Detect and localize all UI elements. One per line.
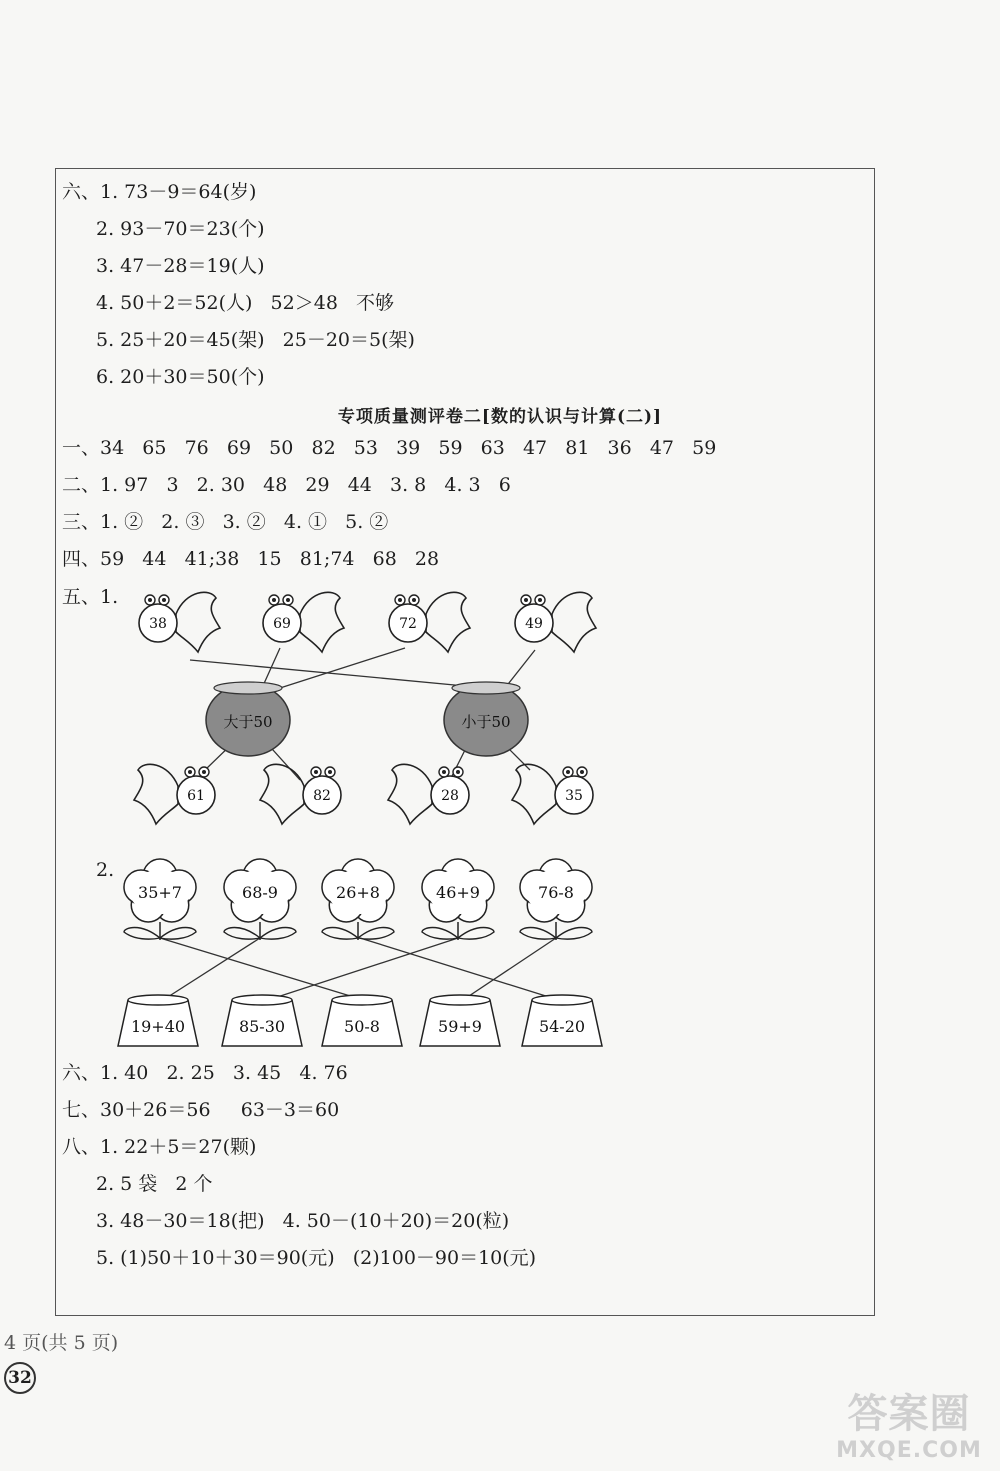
answer-line: 3. 47－28＝19(人) bbox=[96, 255, 265, 277]
pot-expression: 85-30 bbox=[238, 1017, 286, 1036]
bowl-label: 小于50 bbox=[461, 713, 511, 731]
fish-number: 72 bbox=[399, 616, 417, 632]
answer-line: 一、34 65 76 69 50 82 53 39 59 63 47 81 36 47 59 bbox=[62, 437, 717, 459]
page-number-badge: 32 bbox=[4, 1362, 36, 1394]
fish-number: 35 bbox=[565, 788, 583, 804]
pot-expression: 54-20 bbox=[538, 1017, 586, 1036]
fish-number: 28 bbox=[441, 788, 459, 804]
answer-line: 二、1. 97 3 2. 30 48 29 44 3. 8 4. 3 6 bbox=[62, 474, 511, 496]
bowl-label: 大于50 bbox=[223, 713, 273, 731]
answer-line: 3. 48－30＝18(把) 4. 50－(10＋20)＝20(粒) bbox=[96, 1210, 510, 1232]
answer-line: 5. (1)50＋10＋30＝90(元) (2)100－90＝10(元) bbox=[96, 1247, 537, 1269]
flower-expression: 26+8 bbox=[336, 883, 380, 902]
flower-expression: 76-8 bbox=[538, 883, 574, 902]
answer-line: 4. 50＋2＝52(人) 52＞48 不够 bbox=[96, 292, 395, 314]
fish-number: 38 bbox=[149, 616, 167, 632]
fish-number: 82 bbox=[313, 788, 331, 804]
watermark-en: MXQE.COM bbox=[836, 1438, 982, 1463]
answer-line: 七、30＋26＝56 63－3＝60 bbox=[62, 1099, 340, 1121]
answer-line: 三、1. ② 2. ③ 3. ② 4. ① 5. ② bbox=[62, 511, 389, 533]
flower-expression: 46+9 bbox=[436, 883, 480, 902]
answer-line: 四、59 44 41;38 15 81;74 68 28 bbox=[62, 548, 440, 570]
fish-number: 49 bbox=[525, 616, 543, 632]
test-title: 专项质量测评卷二[数的认识与计算(二)] bbox=[337, 407, 663, 427]
answer-line: 6. 20＋30＝50(个) bbox=[96, 366, 265, 388]
flower-matching-diagram bbox=[0, 850, 1000, 1060]
answer-line: 五、1. bbox=[62, 586, 119, 608]
watermark-cn: 答案圈 bbox=[847, 1391, 971, 1437]
fish-number: 61 bbox=[187, 788, 205, 804]
answer-line: 2. 93－70＝23(个) bbox=[96, 218, 265, 240]
fish-number: 69 bbox=[273, 616, 291, 632]
answer-line: 2. 5 袋 2 个 bbox=[96, 1173, 213, 1195]
answer-line: 2. bbox=[96, 859, 115, 881]
bowl-less bbox=[444, 682, 528, 756]
answer-line: 5. 25＋20＝45(架) 25－20＝5(架) bbox=[96, 329, 415, 351]
answer-line: 八、1. 22＋5＝27(颗) bbox=[62, 1136, 257, 1158]
flower-expression: 68-9 bbox=[242, 883, 278, 902]
bowl-greater bbox=[206, 682, 290, 756]
answer-line: 六、1. 73－9＝64(岁) bbox=[62, 181, 257, 203]
page-info: 4 页(共 5 页) bbox=[4, 1332, 119, 1354]
answer-line: 六、1. 40 2. 25 3. 45 4. 76 bbox=[62, 1062, 348, 1084]
pot-expression: 59+9 bbox=[438, 1017, 482, 1036]
pot-expression: 19+40 bbox=[130, 1017, 186, 1036]
flower-expression: 35+7 bbox=[138, 883, 182, 902]
pot-expression: 50-8 bbox=[344, 1017, 380, 1036]
fish-matching-diagram bbox=[0, 580, 1000, 840]
watermark bbox=[820, 1390, 998, 1464]
